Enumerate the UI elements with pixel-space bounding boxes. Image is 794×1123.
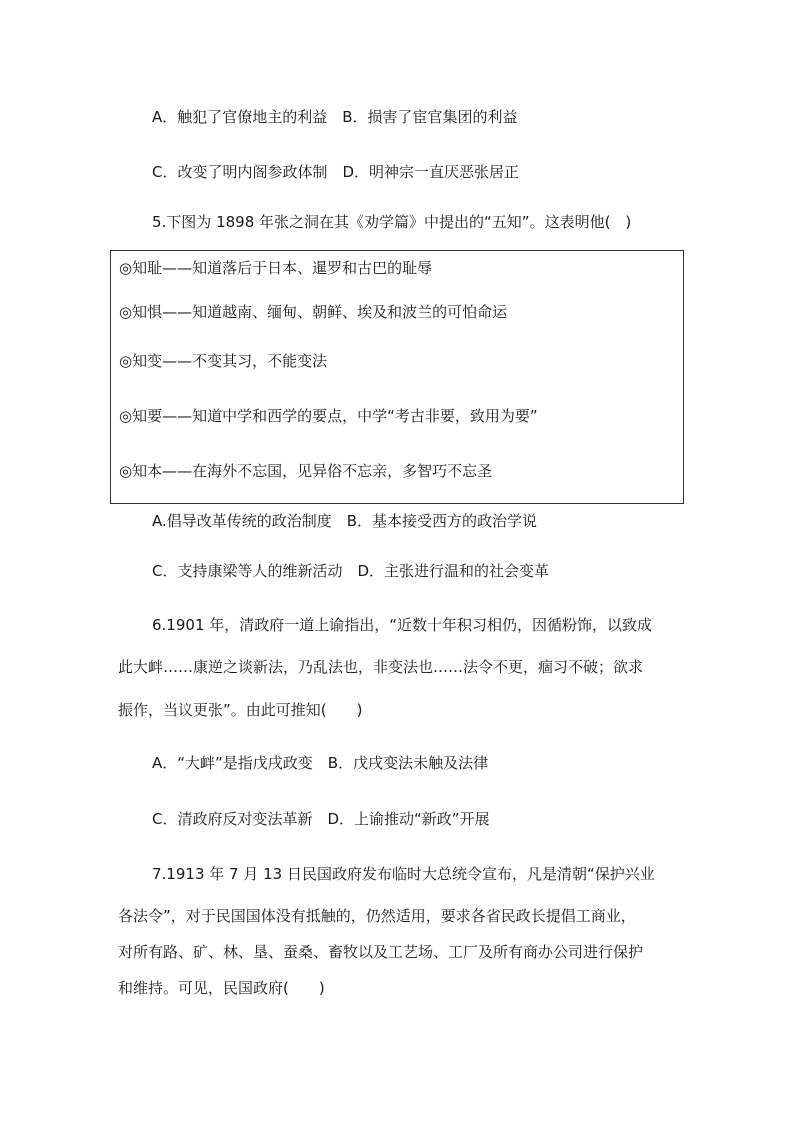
q4-options-cd: C．改变了明内阁参政体制 D．明神宗一直厌恶张居正 [152,163,520,181]
q4-options-ab: A．触犯了官僚地主的利益 B．损害了宦官集团的利益 [152,108,518,126]
q5-stem: 5.下图为 1898 年张之洞在其《劝学篇》中提出的“五知”。这表明他( ) [152,213,632,231]
q6-options-cd: C．清政府反对变法革新 D．上谕推动“新政”开展 [152,810,490,828]
q5-options-cd: C．支持康梁等人的维新活动 D．主张进行温和的社会变革 [152,562,550,580]
quote-line-zhiju: ◎知惧——知道越南、缅甸、朝鲜、埃及和波兰的可怕命运 [119,303,508,321]
q5-options-ab: A.倡导改革传统的政治制度 B．基本接受西方的政治学说 [152,512,538,530]
quote-line-zhichi: ◎知耻——知道落后于日本、暹罗和古巴的耻辱 [119,259,433,277]
q7-stem-line-4: 和维持。可见，民国政府( ) [118,979,325,997]
q7-stem-line-2: 各法令”，对于民国国体没有抵触的，仍然适用，要求各省民政长提倡工商业， [118,907,636,925]
quote-line-zhiben: ◎知本——在海外不忘国，见异俗不忘亲，多智巧不忘圣 [119,462,493,480]
q7-stem-line-1: 7.1913 年 7 月 13 日民国政府发布临时大总统令宣布，凡是清朝“保护兴业 [152,865,655,883]
q7-stem-line-3: 对所有路、矿、林、垦、蚕桑、畜牧以及工艺场、工厂及所有商办公司进行保护 [118,943,644,961]
q6-stem-line-2: 此大衅……康逆之谈新法，乃乱法也，非变法也……法令不更，痼习不破；欲求 [118,658,644,676]
quote-line-zhibian: ◎知变——不变其习，不能变法 [119,352,328,370]
quote-box [110,250,684,504]
q6-stem-line-3: 振作，当议更张”。由此可推知( ) [118,701,363,719]
quote-line-zhiyao: ◎知要——知道中学和西学的要点，中学“考古非要，致用为要” [119,407,538,425]
q6-options-ab: A．“大衅”是指戊戌政变 B．戊戌变法未触及法律 [152,754,489,772]
q6-stem-line-1: 6.1901 年，清政府一道上谕指出，“近数十年积习相仍，因循粉饰，以致成 [152,616,653,634]
